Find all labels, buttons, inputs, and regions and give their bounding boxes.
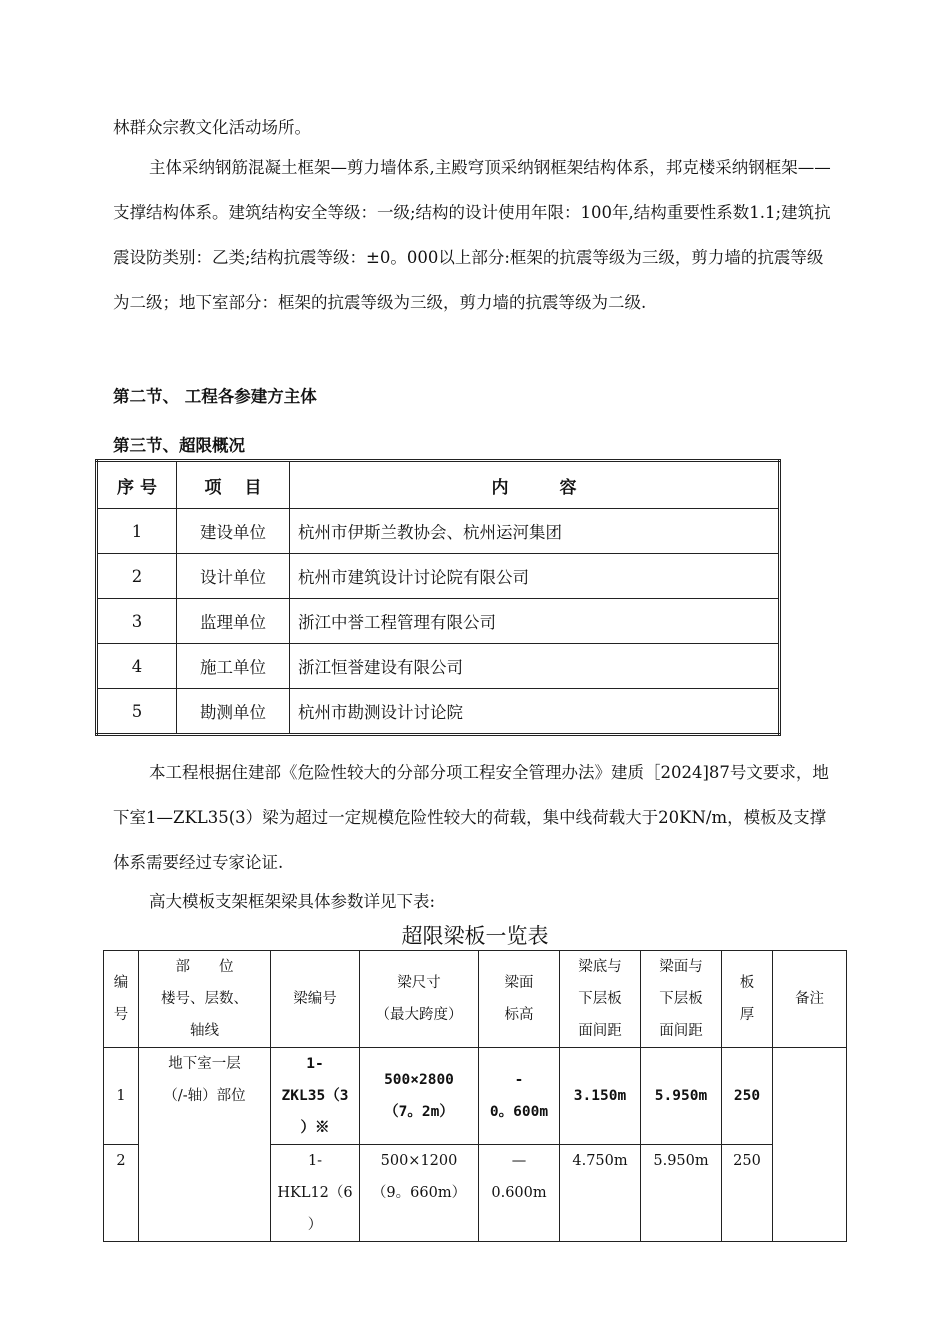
row-item: 设计单位 xyxy=(177,554,290,599)
beam-table xyxy=(103,950,847,1242)
row-content: 浙江恒誉建设有限公司 xyxy=(290,644,780,689)
row-no: 3 xyxy=(97,599,177,644)
row-no: 2 xyxy=(104,1145,139,1242)
header-top-distance: 梁面与 下层板 面间距 xyxy=(641,951,722,1048)
header-size: 梁尺寸 （最大跨度） xyxy=(360,951,479,1048)
row-no: 4 xyxy=(97,644,177,689)
structure-paragraph: 主体采纳钢筋混凝土框架—剪力墙体系,主殿穹顶采纳钢框架结构体系，邦克楼采纳钢框架——支撑结构体系。建筑结构安全等级：一级;结构的设计使用年限：100年,结构重要性系数1.1;建筑抗震设防类别：乙类;结构抗震等级：±0。000以上部分:框架的抗震等级为三级，剪力墙的抗震等级为二级；地下室部分：框架的抗震等级为三级，剪力墙的抗震等级为二级. xyxy=(113,158,831,312)
row-no: 1 xyxy=(97,509,177,554)
regulation-paragraph: 本工程根据住建部《危险性较大的分部分项工程安全管理办法》建质［2024]87号文要求，地下室1—ZKL35(3）梁为超过一定规模危险性较大的荷载，集中线荷载大于20KN/m，模板及支撑体系需要经过专家论证. xyxy=(113,763,829,872)
intro-line: 林群众宗教文化活动场所。 xyxy=(113,118,311,137)
row-top-distance: 5.950m xyxy=(641,1145,722,1242)
header-content: 内 容 xyxy=(290,461,780,509)
row-thickness: 250 xyxy=(722,1048,773,1145)
row-elevation: - 0。600m xyxy=(479,1048,560,1145)
table-row xyxy=(104,1048,847,1145)
row-size: 500×1200 （9。660m） xyxy=(360,1145,479,1242)
row-item: 勘测单位 xyxy=(177,689,290,735)
table-header-row xyxy=(97,461,780,509)
beam-table-title: 超限梁板一览表 xyxy=(401,924,549,948)
header-beam-id: 梁编号 xyxy=(271,951,360,1048)
row-remark xyxy=(773,1048,847,1242)
table-row xyxy=(97,689,780,735)
participants-table xyxy=(95,459,781,736)
row-item: 监理单位 xyxy=(177,599,290,644)
beam-table-header xyxy=(104,951,847,1048)
row-content: 杭州市建筑设计讨论院有限公司 xyxy=(290,554,780,599)
row-elevation: — 0.600m xyxy=(479,1145,560,1242)
section-3-heading: 第三节、超限概况 xyxy=(113,436,245,455)
row-beam-id: 1- HKL12（6 ） xyxy=(271,1145,360,1242)
table-row xyxy=(97,599,780,644)
header-item: 项 目 xyxy=(177,461,290,509)
table-row xyxy=(97,644,780,689)
row-item: 施工单位 xyxy=(177,644,290,689)
header-location: 部 位 楼号、层数、 轴线 xyxy=(139,951,271,1048)
row-content: 浙江中誉工程管理有限公司 xyxy=(290,599,780,644)
header-no: 编 号 xyxy=(104,951,139,1048)
row-content: 杭州市勘测设计讨论院 xyxy=(290,689,780,735)
row-no: 1 xyxy=(104,1048,139,1145)
header-no: 序 号 xyxy=(97,461,177,509)
row-bottom-distance: 4.750m xyxy=(560,1145,641,1242)
row-top-distance: 5.950m xyxy=(641,1048,722,1145)
row-beam-id: 1- ZKL35（3 ）※ xyxy=(271,1048,360,1145)
row-bottom-distance: 3.150m xyxy=(560,1048,641,1145)
params-intro: 高大模板支架框架梁具体参数详见下表: xyxy=(149,892,436,911)
section-2-heading: 第二节、 工程各参建方主体 xyxy=(113,387,317,406)
row-content: 杭州市伊斯兰教协会、杭州运河集团 xyxy=(290,509,780,554)
header-remark: 备注 xyxy=(773,951,847,1048)
row-size: 500×2800 （7。2m） xyxy=(360,1048,479,1145)
header-bottom-distance: 梁底与 下层板 面间距 xyxy=(560,951,641,1048)
row-location: 地下室一层 （/-轴）部位 xyxy=(139,1048,271,1242)
table-row xyxy=(97,554,780,599)
row-thickness: 250 xyxy=(722,1145,773,1242)
row-no: 2 xyxy=(97,554,177,599)
row-no: 5 xyxy=(97,689,177,735)
header-thickness: 板 厚 xyxy=(722,951,773,1048)
header-elevation: 梁面 标高 xyxy=(479,951,560,1048)
row-item: 建设单位 xyxy=(177,509,290,554)
table-row xyxy=(97,509,780,554)
